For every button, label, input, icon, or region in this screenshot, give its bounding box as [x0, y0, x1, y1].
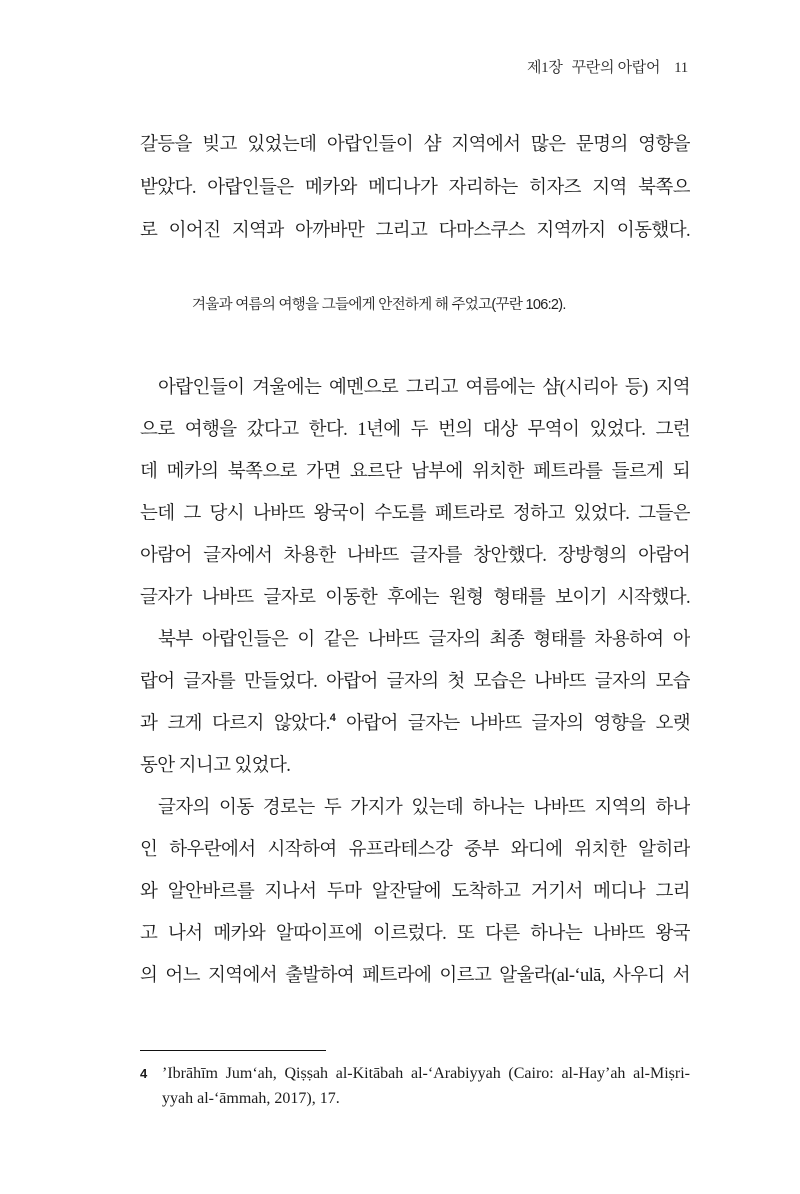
text-line: 글자가 나바뜨 글자로 이동한 후에는 원형 형태를 보이기 시작했다.	[140, 588, 690, 608]
body-text	[140, 367, 690, 997]
chapter-number: 제1장	[526, 60, 563, 76]
text-line: 고 나서 메카와 알따이프에 이르렀다. 또 다른 하나는 나바뜨 왕국	[140, 924, 690, 944]
footnote	[140, 1061, 690, 1111]
footnote-text	[162, 1061, 690, 1111]
footnote-number: 4	[140, 1066, 148, 1081]
chapter-title: 꾸란의 아랍어	[571, 60, 661, 76]
paragraph	[140, 367, 690, 619]
paragraph	[140, 787, 690, 997]
footnote-line: ’Ibrāhīm Jum‘ah, Qiṣṣah al-Kitābah al-‘Arabiyyah (Cairo: al-Hay’ah al-Miṣri-	[162, 1065, 690, 1082]
text-line	[140, 703, 690, 745]
text-line: 의 어느 지역에서 출발하여 페트라에 이르고 알울라(al-‘ulā, 사우디 서	[140, 966, 690, 986]
text-line: 데 메카의 북쪽으로 가면 요르단 남부에 위치한 페트라를 들르게 되	[140, 462, 690, 482]
text-line: 으로 여행을 갔다고 한다. 1년에 두 번의 대상 무역이 있었다. 그런	[140, 420, 690, 440]
page-number: 11	[674, 60, 688, 76]
paragraph	[140, 619, 690, 787]
footnote-rule	[140, 1050, 326, 1051]
text-segment: 과 크게 다르지 않았다.	[140, 714, 330, 734]
text-line: 와 알안바르를 지나서 두마 알잔달에 도착하고 거기서 메디나 그리	[140, 882, 690, 902]
paragraph	[140, 124, 690, 253]
text-line: 랍어 글자를 만들었다. 아랍어 글자의 첫 모습은 나바뜨 글자의 모습	[140, 672, 690, 692]
text-line: 갈등을 빚고 있었는데 아랍인들이 샴 지역에서 많은 문명의 영향을	[140, 135, 690, 155]
running-head	[527, 56, 688, 80]
text-line: 동안 지니고 있었다.	[140, 756, 291, 776]
text-segment: 아랍어 글자는 나바뜨 글자의 영향을 오랫	[335, 714, 690, 734]
footnote-line: yyah al-‘āmmah, 2017), 17.	[162, 1090, 340, 1107]
footnote-reference: 4	[329, 712, 336, 724]
text-line: 받았다. 아랍인들은 메카와 메디나가 자리하는 히자즈 지역 북쪽으	[140, 178, 690, 198]
text-line: 아랍인들이 겨울에는 예멘으로 그리고 여름에는 샴(시리아 등) 지역	[158, 378, 690, 398]
text-line: 북부 아랍인들은 이 같은 나바뜨 글자의 최종 형태를 차용하여 아	[158, 630, 690, 650]
text-line: 글자의 이동 경로는 두 가지가 있는데 하나는 나바뜨 지역의 하나	[158, 798, 690, 818]
text-line: 는데 그 당시 나바뜨 왕국이 수도를 페트라로 정하고 있었다. 그들은	[140, 504, 690, 524]
text-line: 인 하우란에서 시작하여 유프라테스강 중부 와디에 위치한 알히라	[140, 840, 690, 860]
text-line: 아람어 글자에서 차용한 나바뜨 글자를 창안했다. 장방형의 아람어	[140, 546, 690, 566]
text-line: 로 이어진 지역과 아까바만 그리고 다마스쿠스 지역까지 이동했다.	[140, 221, 690, 241]
block-quote: 겨울과 여름의 여행을 그들에게 안전하게 해 주었고(꾸란 106:2).	[192, 297, 566, 313]
